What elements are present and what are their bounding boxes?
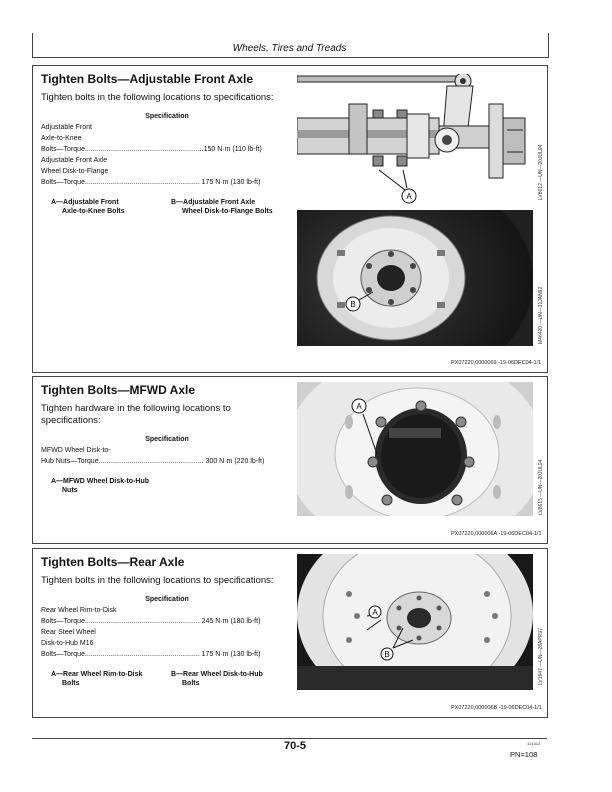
figure-legend — [41, 670, 293, 692]
figure-legend — [41, 198, 293, 220]
spec-line: Rear Steel Wheel — [41, 629, 96, 636]
spec-line: Rear Wheel Rim-to-Disk — [41, 607, 117, 614]
date-code: 121412 — [527, 741, 541, 746]
section-text — [41, 72, 293, 220]
callout-a: A — [372, 608, 378, 617]
front-wheel-photo — [297, 210, 533, 346]
callout-b: B — [350, 300, 356, 309]
legend-item-a: A—Adjustable Front Axle-to-Knee Bolts — [51, 199, 125, 215]
figure-legend — [41, 477, 293, 499]
page-number: 70-5 — [283, 740, 307, 752]
pn-number: PN=108 — [510, 750, 538, 759]
figure-id-label: M46420 —UN—31JAN92 — [538, 286, 544, 344]
reference-code: PX07220,0000069 -19-06DEC04-1/1 — [451, 360, 542, 366]
spec-line: Wheel Disk-to-Flange — [41, 168, 109, 175]
spec-line: MFWD Wheel Disk-to- — [41, 447, 111, 454]
section-intro: Tighten bolts in the following locations to specifications: — [41, 92, 274, 103]
spec-header: Specification — [145, 596, 189, 603]
running-head: Wheels, Tires and Treads — [232, 43, 347, 54]
spec-line: Hub Nuts—Torque...................................................... 300 N·m (220 lb-ft) — [41, 458, 265, 465]
legend-item-b: B—Adjustable Front Axle Wheel Disk-to-Flange Bolts — [171, 199, 273, 215]
section-title: Tighten Bolts—MFWD Axle — [41, 383, 195, 397]
spec-line: Axle-to-Knee — [41, 135, 82, 142]
legend-item-a: A—Rear Wheel Rim-to-Disk Bolts — [51, 671, 143, 687]
spec-line: Disk-to-Hub M16 — [41, 640, 94, 647]
section-text — [41, 555, 293, 692]
legend-item-a: A—MFWD Wheel Disk-to-Hub Nuts — [51, 478, 149, 494]
rear-wheel-photo — [297, 554, 533, 690]
section-intro: Tighten hardware in the following locations to specifications: — [41, 403, 231, 426]
callout-b: B — [384, 650, 390, 659]
spec-line: Bolts—Torque........................................................... 175 N·m (130 lb-ft) — [41, 179, 261, 186]
mfwd-hub-photo — [297, 382, 533, 516]
spec-line: Adjustable Front — [41, 124, 92, 131]
section-title: Tighten Bolts—Adjustable Front Axle — [41, 72, 254, 86]
axle-knee-illustration — [297, 74, 533, 206]
callout-a: A — [356, 402, 362, 411]
spec-line: Adjustable Front Axle — [41, 157, 108, 164]
footer-rule — [32, 738, 547, 739]
figure-id-label: LV8612 —UN—20JUL94 — [538, 144, 544, 200]
spec-header: Specification — [145, 436, 189, 443]
section-mfwd-axle — [32, 376, 548, 544]
callout-a: A — [406, 192, 412, 201]
section-text — [41, 383, 293, 499]
reference-code: PX07220,000006A -19-06DEC04-1/1 — [451, 531, 542, 537]
spec-line: Bolts—Torque........................................................... 245 N·m (180 lb-ft) — [41, 618, 261, 625]
section-rear-axle — [32, 548, 548, 718]
spec-line: Bolts—Torque.............................................................150 N·m (110 lb-ft) — [41, 146, 262, 153]
legend-item-b: B—Rear Wheel Disk-to-Hub Bolts — [171, 671, 263, 687]
figure-id-label: LV8615 —UN—20JUL94 — [538, 459, 544, 515]
figure-id-label: LV1947 —UN—28APR97 — [538, 628, 544, 685]
section-adjustable-front-axle — [32, 65, 548, 373]
spec-header: Specification — [145, 113, 189, 120]
reference-code: PX07220,000006B -19-06DEC04-1/1 — [451, 705, 542, 711]
section-intro: Tighten bolts in the following locations to specifications: — [41, 575, 274, 586]
spec-line: Bolts—Torque........................................................... 175 N·m (130 lb-ft) — [41, 651, 261, 658]
section-title: Tighten Bolts—Rear Axle — [41, 555, 185, 569]
